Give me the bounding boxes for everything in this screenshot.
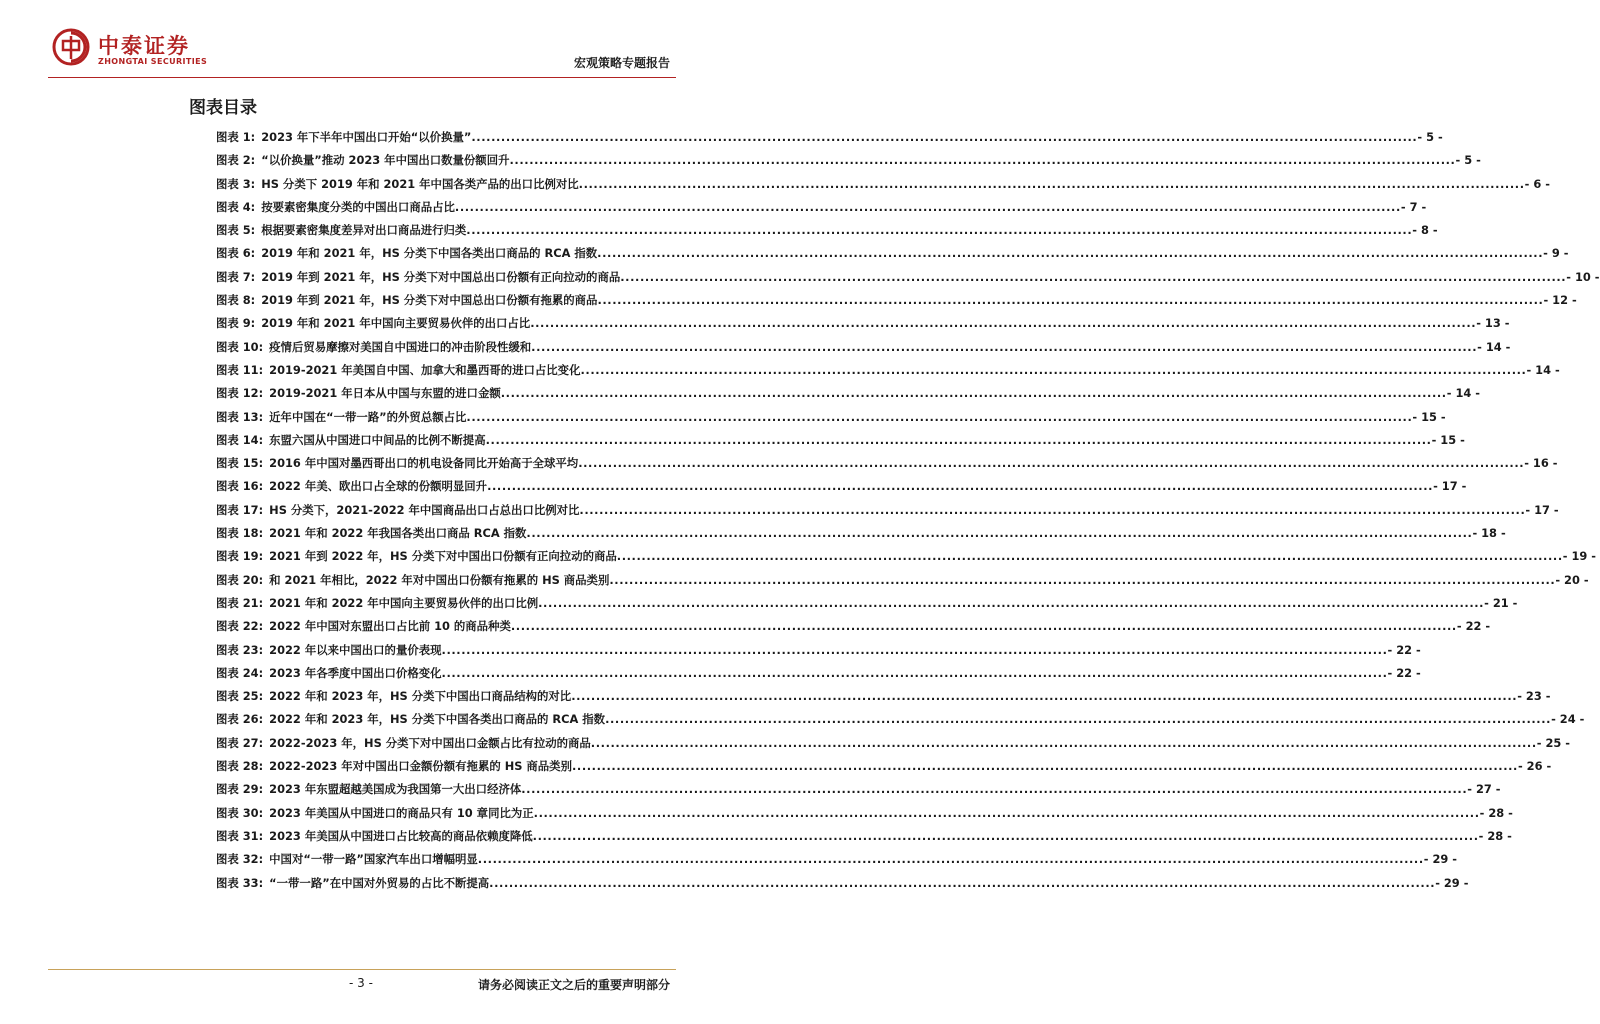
toc-entry-title: “一带一路”在中国对外贸易的占比不断提高	[269, 875, 490, 890]
toc-entry-title: 东盟六国从中国进口中间品的比例不断提高	[269, 432, 486, 447]
toc-entry-title: 疫情后贸易摩擦对美国自中国进口的冲击阶段性缓和	[269, 339, 532, 354]
toc-leader-dots	[530, 316, 1476, 330]
toc-leader-dots	[597, 293, 1543, 307]
toc-leader-dots	[466, 223, 1412, 237]
toc-entry-title: 根据要素密集度差异对出口商品进行归类	[261, 223, 467, 238]
brand-name-en: ZHONGTAI SECURITIES	[98, 57, 208, 66]
report-type: 宏观策略专题报告	[573, 56, 670, 70]
toc-leader-dots	[526, 526, 1472, 540]
zhongtai-logo-icon	[52, 28, 90, 66]
toc-entry[interactable]	[216, 525, 1506, 548]
toc-leader-dots	[521, 782, 1467, 796]
toc-entry-page: - 29 -	[1435, 875, 1469, 890]
toc-leader-dots	[605, 712, 1551, 726]
toc-entry[interactable]	[216, 735, 1571, 758]
toc-entry-page: - 16 -	[1524, 456, 1558, 471]
toc-entry-title: 2023 年各季度中国出口价格变化	[269, 665, 442, 680]
toc-entry[interactable]	[216, 409, 1446, 432]
toc-leader-dots	[538, 596, 1484, 610]
toc-entry[interactable]	[216, 781, 1501, 804]
toc-entry-page: - 19 -	[1562, 549, 1597, 564]
toc-entry-page: - 8 -	[1412, 223, 1438, 238]
toc-entry-label: 图表 26:	[216, 712, 264, 727]
toc-entry-label: 图表 21:	[216, 595, 264, 610]
toc-entry-label: 图表 12:	[216, 386, 264, 401]
toc-entry[interactable]	[216, 199, 1427, 222]
toc-entry-page: - 18 -	[1472, 526, 1506, 541]
toc-leader-dots	[579, 177, 1525, 191]
toc-entry-page: - 26 -	[1517, 759, 1552, 774]
toc-entry[interactable]	[216, 292, 1577, 315]
toc-entry-label: 图表 15:	[216, 456, 264, 471]
toc-entry-title: 2019 年和 2021 年，HS 分类下中国各类出口商品的 RCA 指数	[261, 246, 598, 261]
toc-entry-title: 2022-2023 年，HS 分类下对中国出口金额占比有拉动的商品	[269, 735, 591, 750]
toc-entry[interactable]	[216, 758, 1552, 781]
toc-entry-title: 2019 年到 2021 年，HS 分类下对中国总出口份额有拖累的商品	[261, 293, 598, 308]
toc-entry[interactable]	[216, 315, 1510, 338]
toc-entry-label: 图表 30:	[216, 805, 264, 820]
toc-entry-label: 图表 5:	[216, 223, 256, 238]
toc-entry-label: 图表 27:	[216, 735, 264, 750]
toc-entry-title: 2023 年下半年中国出口开始“以价换量”	[261, 130, 472, 144]
toc-leader-dots	[609, 573, 1555, 587]
toc-entry[interactable]	[216, 432, 1465, 455]
toc-entry-page: - 24 -	[1551, 712, 1585, 727]
toc-entry-label: 图表 32:	[216, 852, 264, 867]
toc-entry[interactable]	[216, 828, 1512, 851]
toc-entry-page: - 5 -	[1455, 153, 1481, 168]
toc-entry-title: HS 分类下，2021-2022 年中国商品出口占总出口比例对比	[269, 502, 580, 517]
toc-entry-title: 2021 年和 2022 年中国向主要贸易伙伴的出口比例	[269, 595, 539, 610]
toc-entry-title: HS 分类下 2019 年和 2021 年中国各类产品的出口比例对比	[261, 176, 579, 191]
toc-entry[interactable]	[216, 478, 1467, 501]
toc-entry-page: - 5 -	[1417, 130, 1443, 144]
toc-leader-dots	[572, 759, 1518, 773]
toc-entry[interactable]	[216, 595, 1518, 618]
toc-entry-page: - 6 -	[1524, 176, 1550, 191]
toc-entry-title: 按要素密集度分类的中国出口商品占比	[261, 199, 455, 214]
toc-entry[interactable]	[216, 385, 1480, 408]
toc-entry-page: - 20 -	[1555, 572, 1589, 587]
toc-leader-dots	[478, 852, 1424, 866]
toc-leader-dots	[471, 130, 1417, 144]
toc-entry-title: 2023 年东盟超越美国成为我国第一大出口经济体	[269, 782, 522, 797]
toc-entry-title: 2019 年到 2021 年，HS 分类下对中国总出口份额有正向拉动的商品	[261, 269, 621, 284]
toc-entry-page: - 13 -	[1476, 316, 1510, 331]
toc-entry-label: 图表 1:	[216, 130, 256, 144]
toc-leader-dots	[466, 410, 1412, 424]
toc-entry[interactable]	[216, 851, 1458, 874]
toc-entry-title: 2021 年到 2022 年，HS 分类下对中国出口份额有正向拉动的商品	[269, 549, 617, 564]
toc-entry[interactable]	[216, 688, 1551, 711]
toc-heading: 图表目录	[189, 98, 257, 118]
toc-entry-label: 图表 8:	[216, 293, 256, 308]
toc-entry-label: 图表 31:	[216, 828, 264, 843]
toc-entry-page: - 12 -	[1543, 293, 1577, 308]
page-number: - 3 -	[349, 976, 373, 990]
toc-entry-page: - 25 -	[1536, 735, 1571, 750]
toc-entry-title: 2019-2021 年美国自中国、加拿大和墨西哥的进口占比变化	[269, 362, 581, 377]
toc-entry[interactable]	[216, 548, 1597, 571]
toc-entry[interactable]	[216, 805, 1513, 828]
toc-entry-label: 图表 10:	[216, 339, 264, 354]
toc-entry-title: 2023 年美国从中国进口的商品只有 10 章同比为正	[269, 805, 534, 820]
toc-leader-dots	[578, 456, 1524, 470]
toc-leader-dots	[531, 340, 1477, 354]
toc-entry[interactable]	[216, 269, 1600, 292]
toc-entry-title: 和 2021 年相比，2022 年对中国出口份额有拖累的 HS 商品类别	[269, 572, 610, 587]
toc-entry-label: 图表 16:	[216, 479, 264, 494]
toc-entry-title: 近年中国在“一带一路”的外贸总额占比	[269, 409, 467, 424]
toc-leader-dots	[580, 363, 1526, 377]
toc-entry-page: - 21 -	[1484, 595, 1518, 610]
toc-leader-dots	[455, 200, 1401, 214]
toc-entry-title: 2022 年和 2023 年，HS 分类下中国出口商品结构的对比	[269, 689, 572, 704]
toc-entry-page: - 22 -	[1387, 642, 1421, 657]
toc-entry-label: 图表 29:	[216, 782, 264, 797]
toc-entry-page: - 28 -	[1478, 828, 1512, 843]
toc-entry-label: 图表 17:	[216, 502, 264, 517]
toc-entry-label: 图表 19:	[216, 549, 264, 564]
toc-entry[interactable]	[216, 129, 1443, 152]
toc-leader-dots	[486, 433, 1432, 447]
toc-entry-label: 图表 20:	[216, 572, 264, 587]
toc-entry-title: 2016 年中国对墨西哥出口的机电设备同比开始高于全球平均	[269, 456, 579, 471]
footer-divider	[48, 969, 676, 970]
toc-entry[interactable]	[216, 665, 1421, 688]
toc-entry-label: 图表 33:	[216, 875, 264, 890]
toc-entry-page: - 15 -	[1431, 432, 1465, 447]
toc-entry-label: 图表 11:	[216, 362, 264, 377]
toc-entry-label: 图表 6:	[216, 246, 256, 261]
toc-leader-dots	[591, 736, 1537, 750]
toc-entry-page: - 14 -	[1446, 386, 1480, 401]
toc-entry-title: 2019-2021 年日本从中国与东盟的进口金额	[269, 386, 501, 401]
toc-entry-title: 2022 年美、欧出口占全球的份额明显回升	[269, 479, 488, 494]
toc-entry-page: - 14 -	[1477, 339, 1511, 354]
toc-leader-dots	[571, 689, 1517, 703]
toc-entry[interactable]	[216, 245, 1569, 268]
toc-entry-page: - 10 -	[1566, 269, 1600, 284]
toc-entry-page: - 15 -	[1412, 409, 1446, 424]
figure-toc-list	[216, 129, 1600, 898]
toc-leader-dots	[487, 479, 1433, 493]
toc-leader-dots	[511, 619, 1457, 633]
toc-entry[interactable]	[216, 176, 1550, 199]
toc-entry-page: - 23 -	[1517, 689, 1551, 704]
toc-entry-title: 2022 年和 2023 年，HS 分类下中国各类出口商品的 RCA 指数	[269, 712, 606, 727]
toc-entry[interactable]	[216, 222, 1438, 245]
toc-entry-label: 图表 7:	[216, 269, 256, 284]
toc-entry-label: 图表 3:	[216, 176, 256, 191]
toc-entry-title: 2022 年以来中国出口的量价表现	[269, 642, 442, 657]
toc-entry-title: 中国对“一带一路”国家汽车出口增幅明显	[269, 852, 478, 867]
toc-entry-page: - 27 -	[1467, 782, 1501, 797]
toc-leader-dots	[442, 666, 1388, 680]
toc-leader-dots	[620, 270, 1566, 284]
toc-entry[interactable]	[216, 711, 1585, 734]
toc-entry-page: - 17 -	[1525, 502, 1559, 517]
toc-entry[interactable]	[216, 618, 1491, 641]
toc-leader-dots	[533, 829, 1479, 843]
toc-leader-dots	[442, 643, 1388, 657]
toc-entry[interactable]	[216, 572, 1589, 595]
toc-leader-dots	[579, 503, 1525, 517]
toc-entry-title: “以价换量”推动 2023 年中国出口数量份额回升	[261, 153, 510, 168]
toc-entry-page: - 9 -	[1543, 246, 1569, 261]
toc-entry-label: 图表 14:	[216, 432, 264, 447]
toc-entry-page: - 22 -	[1456, 619, 1491, 634]
toc-entry-label: 图表 2:	[216, 153, 256, 168]
toc-entry-page: - 29 -	[1423, 852, 1458, 867]
toc-leader-dots	[509, 153, 1455, 167]
toc-entry-title: 2021 年和 2022 年我国各类出口商品 RCA 指数	[269, 526, 527, 541]
disclaimer-text: 请务必阅读正文之后的重要声明部分	[477, 978, 670, 992]
brand-name-cn: 中泰证券	[98, 34, 190, 58]
toc-entry-page: - 7 -	[1400, 199, 1427, 214]
toc-leader-dots	[501, 386, 1447, 400]
toc-entry-page: - 17 -	[1433, 479, 1467, 494]
header-divider	[48, 77, 676, 78]
toc-entry-label: 图表 22:	[216, 619, 264, 634]
toc-entry-label: 图表 4:	[216, 199, 256, 214]
toc-entry[interactable]	[216, 502, 1559, 525]
brand-logo	[52, 28, 252, 72]
toc-entry-label: 图表 18:	[216, 526, 264, 541]
toc-leader-dots	[489, 876, 1435, 890]
toc-leader-dots	[534, 806, 1480, 820]
toc-entry-title: 2022-2023 年对中国出口金额份额有拖累的 HS 商品类别	[269, 759, 572, 774]
toc-entry[interactable]	[216, 339, 1511, 362]
toc-entry-label: 图表 23:	[216, 642, 264, 657]
toc-entry-label: 图表 13:	[216, 409, 264, 424]
toc-entry-title: 2022 年中国对东盟出口占比前 10 的商品种类	[269, 619, 511, 634]
toc-entry[interactable]	[216, 642, 1421, 665]
toc-entry[interactable]	[216, 362, 1560, 385]
toc-entry[interactable]	[216, 152, 1481, 175]
toc-entry-page: - 22 -	[1387, 665, 1421, 680]
toc-entry-title: 2019 年和 2021 年中国向主要贸易伙伴的出口占比	[261, 316, 531, 331]
toc-entry-label: 图表 25:	[216, 689, 264, 704]
toc-entry-page: - 28 -	[1479, 805, 1513, 820]
toc-leader-dots	[617, 549, 1563, 563]
toc-entry-title: 2023 年美国从中国进口占比较高的商品依赖度降低	[269, 828, 533, 843]
toc-entry-label: 图表 9:	[216, 316, 256, 331]
toc-entry-label: 图表 28:	[216, 759, 264, 774]
toc-entry[interactable]	[216, 455, 1558, 478]
toc-entry[interactable]	[216, 875, 1469, 898]
toc-entry-page: - 14 -	[1526, 362, 1560, 377]
toc-leader-dots	[597, 246, 1543, 260]
toc-entry-label: 图表 24:	[216, 665, 264, 680]
